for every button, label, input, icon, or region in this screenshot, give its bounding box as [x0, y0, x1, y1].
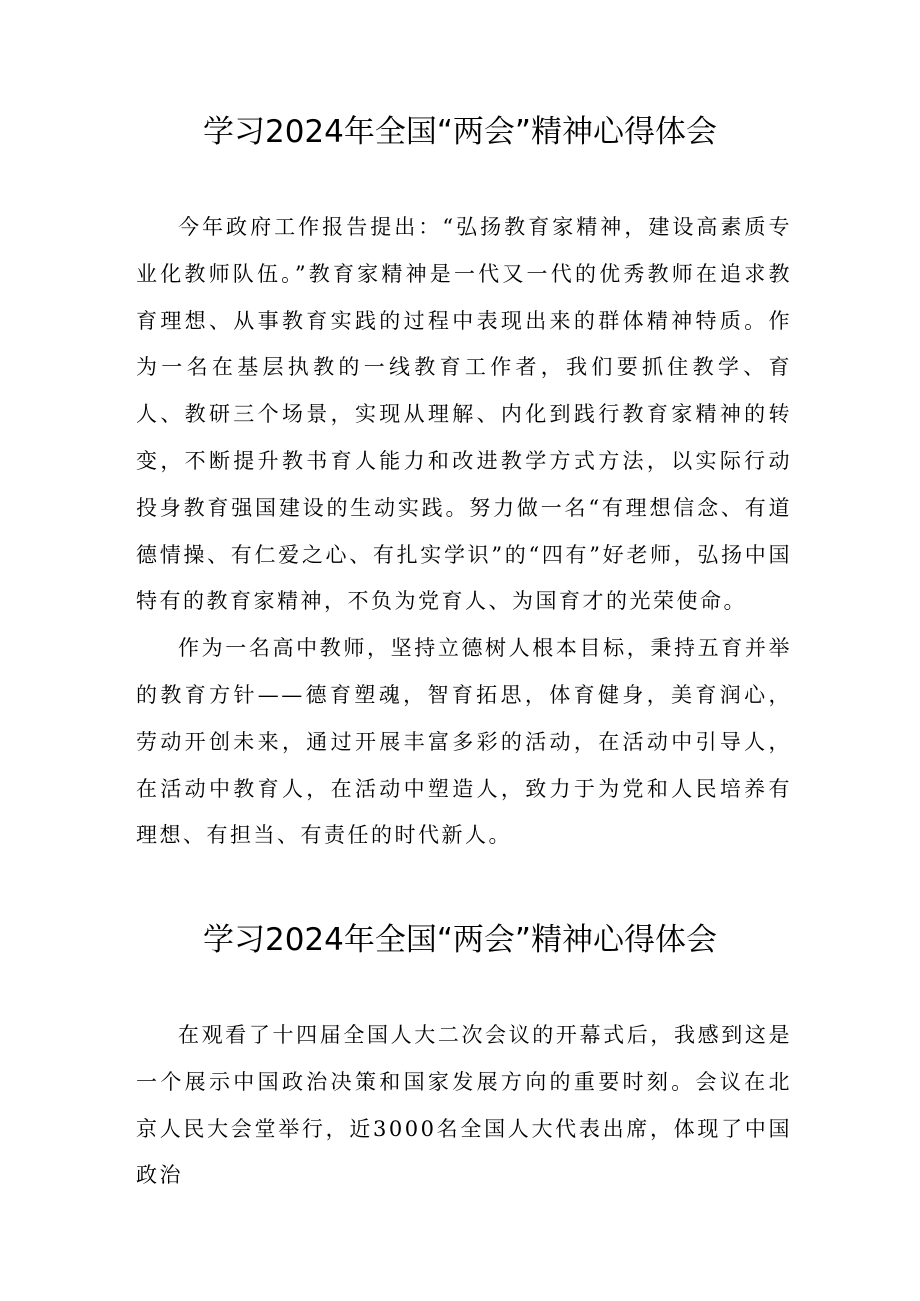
article-2-paragraph-1: 在观看了十四届全国人大二次会议的开幕式后，我感到这是一个展示中国政治决策和国家发展方向的重要时刻。会议在北京人民大会堂举行，近3000名全国人大代表出席，体现了中国政治	[136, 1023, 792, 1188]
article-1-paragraph-2: 作为一名高中教师，坚持立德树人根本目标，秉持五育并举的教育方针——德育塑魂，智育拓思，体育健身，美育润心，劳动开创未来，通过开展丰富多彩的活动，在活动中引导人，在活动中教育人，在活动中塑造人，致力于为党和人民培养有理想、有担当、有责任的时代新人。	[136, 636, 792, 848]
article-2-title: 学习2024年全国“两会”精神心得体会	[202, 922, 717, 958]
article-1-title: 学习2024年全国“两会”精神心得体会	[202, 114, 717, 150]
article-1-body	[136, 204, 792, 859]
article-2-body	[136, 1012, 792, 1199]
article-1-paragraph-1: 今年政府工作报告提出：“弘扬教育家精神，建设高素质专业化教师队伍。”教育家精神是一代又一代的优秀教师在追求教育理想、从事教育实践的过程中表现出来的群体精神特质。作为一名在基层执教的一线教育工作者，我们要抓住教学、育人、教研三个场景，实现从理解、内化到践行教育家精神的转变，不断提升教书育人能力和改进教学方式方法，以实际行动投身教育强国建设的生动实践。努力做一名“有理想信念、有道德情操、有仁爱之心、有扎实学识”的“四有”好老师，弘扬中国特有的教育家精神，不负为党育人、为国育才的光荣使命。	[136, 215, 792, 614]
